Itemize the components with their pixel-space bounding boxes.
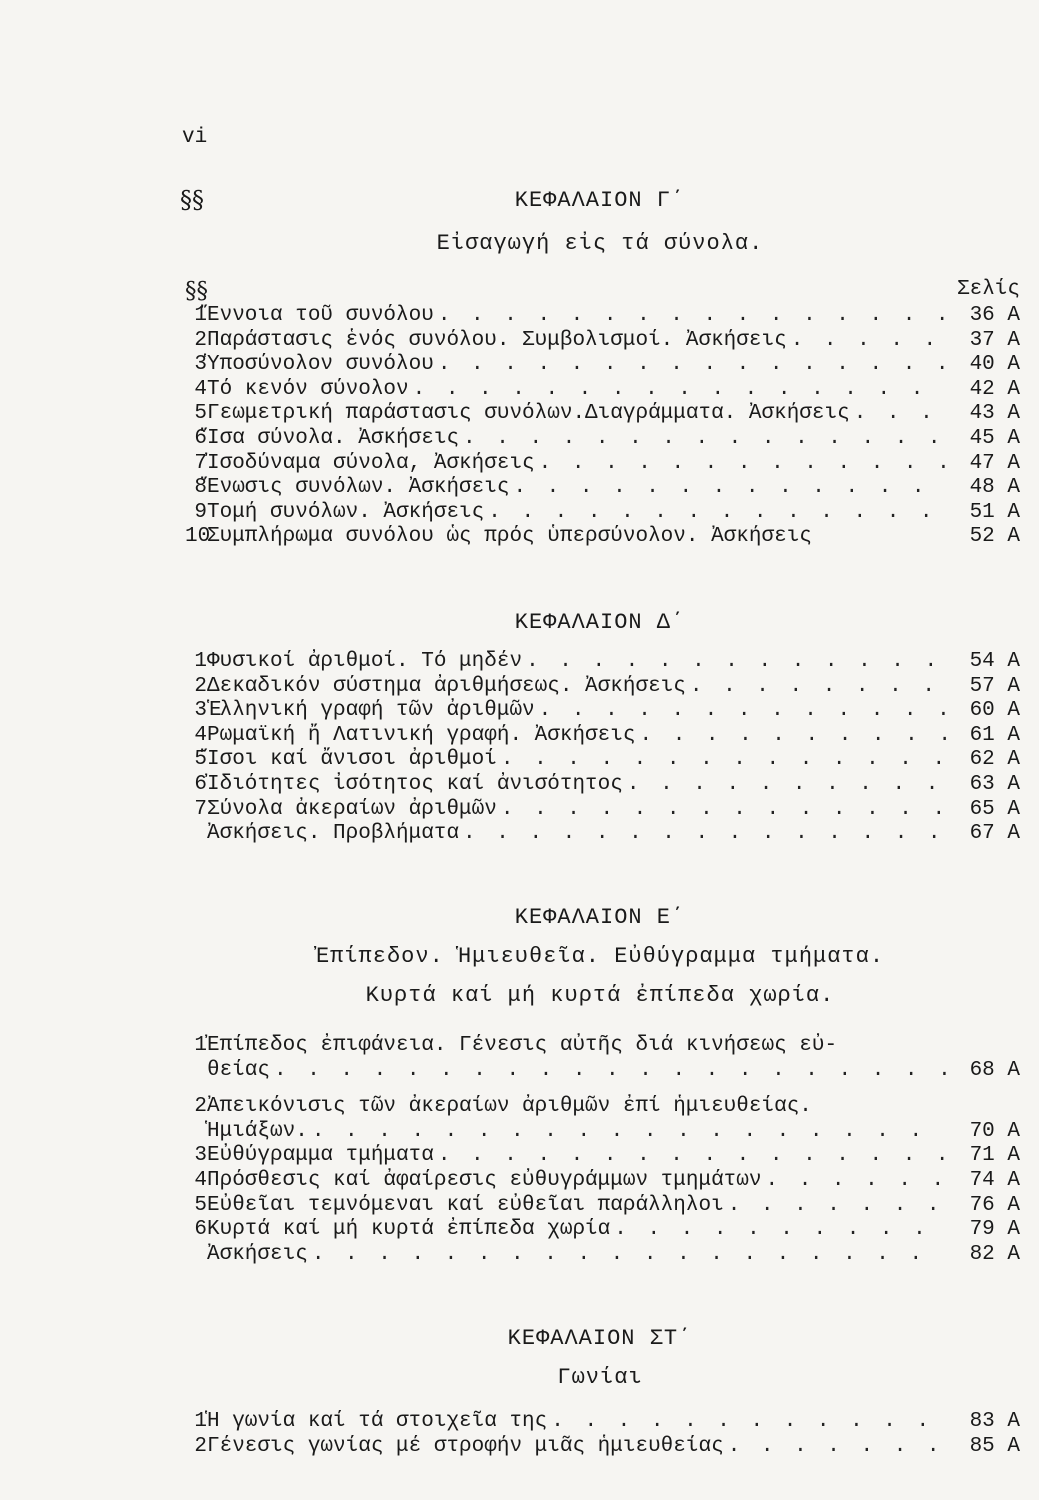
chapter-e-heading xyxy=(180,905,1020,1008)
chapter-subtitle: Ἐπίπεδον. Ἡμιευθεῖα. Εὐθύγραμμα τμήματα. xyxy=(315,944,885,969)
column-page-label: Σελίς xyxy=(956,278,1020,301)
toc-entry: 3 Ὑποσύνολον συνόλου . . . 40 Α xyxy=(185,353,1020,378)
toc-entry: Ἀσκήσεις. Προβλήματα . . . 67 Α xyxy=(185,822,1020,847)
toc-entry: 2 Δεκαδικόν σύστημα ἀριθμήσεως. Ἀσκήσεις . . . 57 Α xyxy=(185,675,1020,700)
chapter-subtitle: Γωνίαι xyxy=(557,1365,643,1390)
toc-entry: 1 Φυσικοί ἀριθμοί. Τό μηδέν . . . 54 Α xyxy=(185,650,1020,675)
column-section-label: §§ xyxy=(185,278,208,304)
toc-entry: 10 Συμπλήρωμα συνόλου ὡς πρός ὑπερσύνολον. Ἀσκήσεις 52 Α xyxy=(185,525,1020,549)
toc-entry: 7 Ἰσοδύναμα σύνολα, Ἀσκήσεις . . . 47 Α xyxy=(185,452,1020,477)
chapter-g-toc xyxy=(185,278,1020,550)
toc-entry: 7 Σύνολα ἀκεραίων ἀριθμῶν . . . 65 Α xyxy=(185,798,1020,823)
toc-entry: Ἀσκήσεις . . . 82 Α xyxy=(185,1243,1020,1268)
toc-column-header xyxy=(185,278,1020,304)
toc-entry: 3 Ἑλληνική γραφή τῶν ἀριθμῶν . . . 60 Α xyxy=(185,699,1020,724)
toc-entry: 1 Ἔννοια τοῦ συνόλου . . . 36 Α xyxy=(185,304,1020,329)
chapter-st-heading xyxy=(180,1326,1020,1390)
toc-entry: 9 Τομή συνόλων. Ἀσκήσεις . . . 51 Α xyxy=(185,501,1020,526)
toc-entry: 4 Τό κενόν σύνολον . . . 42 Α xyxy=(185,378,1020,403)
toc-entry: 6 Ἰδιότητες ἰσότητος καί ἀνισότητος . . . 63 Α xyxy=(185,773,1020,798)
chapter-subtitle: Κυρτά καί μή κυρτά ἐπίπεδα χωρία. xyxy=(365,983,835,1008)
chapter-title: ΚΕΦΑΛΑΙΟΝ ΣΤ΄ xyxy=(507,1326,693,1351)
toc-entry: 2 Παράστασις ἑνός συνόλου. Συμβολισμοί. Ἀσκήσεις . . . 37 Α xyxy=(185,329,1020,354)
chapter-e-toc xyxy=(185,1034,1020,1267)
toc-entry-continuation: Ἡμιάξων. . . . 70 Α xyxy=(185,1120,1020,1145)
toc-entry: 6 Κυρτά καί μή κυρτά ἐπίπεδα χωρία . . . 79 Α xyxy=(185,1218,1020,1243)
chapter-st-toc xyxy=(185,1410,1020,1459)
chapter-d-heading xyxy=(180,610,1020,635)
toc-entry: 4 Ρωμαϊκή ἤ Λατινική γραφή. Ἀσκήσεις . . . 61 Α xyxy=(185,724,1020,749)
chapter-subtitle: Εἰσαγωγή εἰς τά σύνολα. xyxy=(436,231,764,256)
page-number: vi xyxy=(182,126,208,149)
toc-entry-continuation: θείας . . . 68 Α xyxy=(185,1059,1020,1084)
toc-entry: 5 Εὐθεῖαι τεμνόμεναι καί εὐθεῖαι παράλληλοι . . . 76 Α xyxy=(185,1194,1020,1219)
section-mark: §§ xyxy=(180,186,204,214)
chapter-title: ΚΕΦΑΛΑΙΟΝ Δ΄ xyxy=(514,610,686,635)
toc-entry: 5 Γεωμετρική παράστασις συνόλων.Διαγράμματα. Ἀσκήσεις . . . 43 Α xyxy=(185,402,1020,427)
toc-entry: 4 Πρόσθεσις καί ἀφαίρεσις εὐθυγράμμων τμημάτων . . . 74 Α xyxy=(185,1169,1020,1194)
toc-entry: 1 Ἐπίπεδος ἐπιφάνεια. Γένεσις αὐτῆς διά κινήσεως εὐ- xyxy=(194,1034,838,1057)
toc-entry: 8 Ἕνωσις συνόλων. Ἀσκήσεις . . . 48 Α xyxy=(185,476,1020,501)
toc-entry: 3 Εὐθύγραμμα τμήματα . . . 71 Α xyxy=(185,1144,1020,1169)
toc-entry: 6 Ἴσα σύνολα. Ἀσκήσεις . . . 45 Α xyxy=(185,427,1020,452)
toc-entry: 5 Ἴσοι καί ἄνισοι ἀριθμοί . . . 62 Α xyxy=(185,748,1020,773)
toc-entry: 2 Ἀπεικόνισις τῶν ἀκεραίων ἀριθμῶν ἐπί ἡμιευθείας. xyxy=(194,1095,812,1119)
chapter-title: ΚΕΦΑΛΑΙΟΝ Γ΄ xyxy=(514,188,686,213)
chapter-d-toc xyxy=(185,650,1020,847)
chapter-g-heading xyxy=(180,188,1020,256)
toc-entry: 2 Γένεσις γωνίας μέ στροφήν μιᾶς ἡμιευθείας . . . 85 Α xyxy=(185,1435,1020,1460)
toc-entry: 1 Ἡ γωνία καί τά στοιχεῖα της . . . 83 Α xyxy=(185,1410,1020,1435)
chapter-title: ΚΕΦΑΛΑΙΟΝ Ε΄ xyxy=(514,905,686,930)
